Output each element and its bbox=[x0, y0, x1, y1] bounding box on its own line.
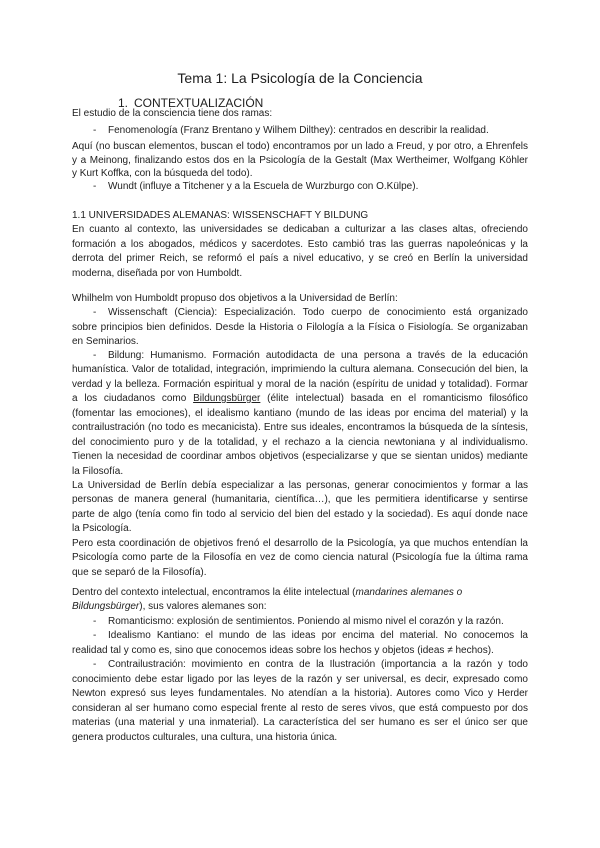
bullet-dash: - bbox=[93, 125, 97, 136]
text-segment: El estudio de la consciencia tiene dos ramas: bbox=[72, 108, 273, 119]
text-segment: verdad y la belleza. Formación espiritual y moral de la nación (espíritu de unidad y totalidad). Formar bbox=[72, 379, 528, 390]
text-segment: que se separó de la Filosofía). bbox=[72, 567, 207, 578]
text-line bbox=[72, 421, 528, 435]
subsection-heading bbox=[72, 209, 528, 223]
bullet-line bbox=[108, 658, 528, 672]
text-line bbox=[72, 167, 528, 181]
text-line bbox=[72, 154, 528, 168]
text-segment: (fomentar las emociones), el idealismo kantiano (mundo de las ideas por encima del material) y la bbox=[72, 408, 528, 419]
text-line bbox=[72, 465, 528, 479]
text-line bbox=[72, 252, 528, 266]
text-line bbox=[72, 702, 528, 716]
text-segment: Newton expresó sus leyes fundamentales. No atendían a la historia). Autores como Vico y Herder bbox=[72, 688, 528, 699]
text-line bbox=[72, 522, 528, 536]
text-segment: formación a los abogados, médicos y sacerdotes. Esto cambió tras las guerras napoleónicas y la bbox=[72, 239, 528, 250]
text-line bbox=[72, 363, 528, 377]
text-segment: materias (una material y una inmaterial). La característica del ser humano es ser el único ser que bbox=[72, 717, 528, 728]
text-segment: la Filosofía. bbox=[72, 466, 124, 477]
text-line bbox=[72, 673, 528, 687]
text-line bbox=[72, 493, 528, 507]
text-segment: Idealismo Kantiano: el mundo de las ideas por encima del material. No conocemos la bbox=[108, 630, 528, 641]
text-segment: Bildung: Humanismo. Formación autodidacta de una persona a través de la educación bbox=[108, 350, 528, 361]
text-segment: Fenomenología (Franz Brentano y Wilhem Dilthey): centrados en describir la realidad. bbox=[108, 125, 489, 136]
text-segment: La Universidad de Berlín debía especializar a las personas, generar conocimientos y formar a las bbox=[72, 480, 528, 491]
text-segment: ), sus valores alemanes son: bbox=[139, 601, 267, 612]
text-line bbox=[72, 321, 528, 335]
text-segment: a los ciudadanos como bbox=[72, 393, 194, 404]
text-segment: humanística. Valor de totalidad, integración, imprimiendo la cultura alemana. Consecución del bien, la bbox=[72, 364, 528, 375]
text-line bbox=[72, 508, 528, 522]
text-segment: Wundt (influye a Titchener y a la Escuela de Wurzburgo con O.Külpe). bbox=[108, 181, 419, 192]
text-line bbox=[72, 644, 528, 658]
text-line bbox=[72, 292, 528, 306]
text-line bbox=[72, 392, 528, 406]
bullet-line bbox=[108, 124, 528, 138]
bullet-dash: - bbox=[93, 181, 97, 192]
bullet-line bbox=[108, 349, 528, 363]
bullet-dash: - bbox=[93, 307, 97, 318]
text-segment: personas de manera general (humanitaria, científica…), que les permitiera identificarse y sentirse bbox=[72, 494, 528, 505]
bullet-dash: - bbox=[93, 616, 97, 627]
text-line bbox=[72, 238, 528, 252]
document-title: Tema 1: La Psicología de la Conciencia bbox=[177, 70, 423, 86]
text-segment: 1.1 UNIVERSIDADES ALEMANAS: WISSENSCHAFT Y BILDUNG bbox=[72, 210, 369, 221]
text-segment: la Psicología. bbox=[72, 523, 132, 534]
text-line bbox=[72, 107, 528, 121]
text-segment: realidad tal y como es, sino que conocemos ideas sobre los hechos y objetos (ideas ≠ hechos). bbox=[72, 645, 494, 656]
italic-term: mandarines alemanes o bbox=[355, 587, 463, 598]
text-segment: contrailustración (no todo es mecanicista). Entre sus ideales, encontramos la búsqueda de la síntesis, bbox=[72, 422, 528, 433]
text-segment: Wissenschaft (Ciencia): Especialización. Todo cuerpo de conocimiento está organizado bbox=[108, 307, 528, 318]
text-segment: En cuanto al contexto, las universidades se dedicaban a culturizar a las clases altas, ofreciendo bbox=[72, 224, 528, 235]
text-segment: parte de algo (tenía como fin todo al servicio del bien del estado y la sociedad). Es aquí donde nace bbox=[72, 509, 528, 520]
text-segment: en Seminarios. bbox=[72, 336, 139, 347]
text-segment: derrota del primer Reich, se reformó el país a nivel educativo, y se creó en Berlín la universidad bbox=[72, 253, 528, 264]
text-segment: Psicología como parte de la Filosofía en vez de como ciencia natural (Psicología fue la última rama bbox=[72, 552, 528, 563]
text-segment: Aquí (no buscan elementos, buscan el todo) encontramos por un lado a Freud, y por otro, a Ehrenfels bbox=[72, 141, 528, 152]
text-line bbox=[72, 479, 528, 493]
text-line bbox=[72, 600, 528, 614]
text-line bbox=[72, 335, 528, 349]
text-segment: consideran al ser humano como especial frente al resto de seres vivos, que está compuesto por dos bbox=[72, 703, 528, 714]
text-segment: sobre principios bien definidos. Desde la Historia o Filología a la Física o Fisiología. Se organizaban bbox=[72, 322, 528, 333]
text-line bbox=[72, 450, 528, 464]
bullet-dash: - bbox=[93, 350, 97, 361]
text-segment: conocimiento debe estar ligado por las leyes de la razón y ser universal, es decir, expresado como bbox=[72, 674, 528, 685]
bullet-dash: - bbox=[93, 659, 97, 670]
bullet-line bbox=[108, 180, 528, 194]
text-segment: Dentro del contexto intelectual, encontramos la élite intelectual ( bbox=[72, 587, 356, 598]
text-line bbox=[72, 537, 528, 551]
text-line bbox=[72, 687, 528, 701]
text-line bbox=[72, 731, 528, 745]
text-segment: Pero esta coordinación de objetivos frenó el desarrollo de la Psicología, ya que muchos entendían la bbox=[72, 538, 528, 549]
text-line bbox=[72, 378, 528, 392]
section-number: 1. bbox=[118, 96, 129, 110]
text-line bbox=[72, 267, 528, 281]
text-line bbox=[72, 140, 528, 154]
bullet-dash: - bbox=[93, 630, 97, 641]
bullet-line bbox=[108, 306, 528, 320]
text-line bbox=[72, 436, 528, 450]
text-segment: Whilhelm von Humboldt propuso dos objetivos a la Universidad de Berlín: bbox=[72, 293, 398, 304]
text-segment: y a Meinong, finalizando estos dos en la Psicología de la Gestalt (Max Wertheimer, Wolfgang Köhler bbox=[72, 155, 528, 166]
text-segment: Contrailustración: movimiento en contra de la Ilustración (importancia a la razón y todo bbox=[108, 659, 528, 670]
text-segment: (élite intelectual) basada en el romanticismo filosófico bbox=[260, 393, 528, 404]
text-segment: Romanticismo: explosión de sentimientos. Poniendo al mismo nivel el corazón y la razón. bbox=[108, 616, 504, 627]
text-line bbox=[72, 566, 528, 580]
text-line bbox=[72, 223, 528, 237]
text-segment: moderna, diseñada por von Humboldt. bbox=[72, 268, 243, 279]
text-line bbox=[72, 407, 528, 421]
text-line bbox=[72, 586, 528, 600]
bullet-line bbox=[108, 615, 528, 629]
text-segment: genera productos culturales, una cultura, una historia única. bbox=[72, 732, 338, 743]
text-segment: y Kurt Koffka, con la búsqueda del todo). bbox=[72, 168, 253, 179]
text-line bbox=[72, 716, 528, 730]
text-line bbox=[72, 551, 528, 565]
italic-term: Bildungsbürger bbox=[72, 601, 140, 612]
bullet-line bbox=[108, 629, 528, 643]
text-segment: del conocimiento puro y de la totalidad, y el rechazo a la ciencia newtoniana y al individualismo. bbox=[72, 437, 528, 448]
underlined-term: Bildungsbürger bbox=[193, 393, 261, 404]
text-segment: Tienen la necesidad de coordinar ambos objetivos (especializarse y que se sientan unidos) mediante bbox=[72, 451, 528, 462]
section-label: CONTEXTUALIZACIÓN bbox=[134, 96, 264, 110]
